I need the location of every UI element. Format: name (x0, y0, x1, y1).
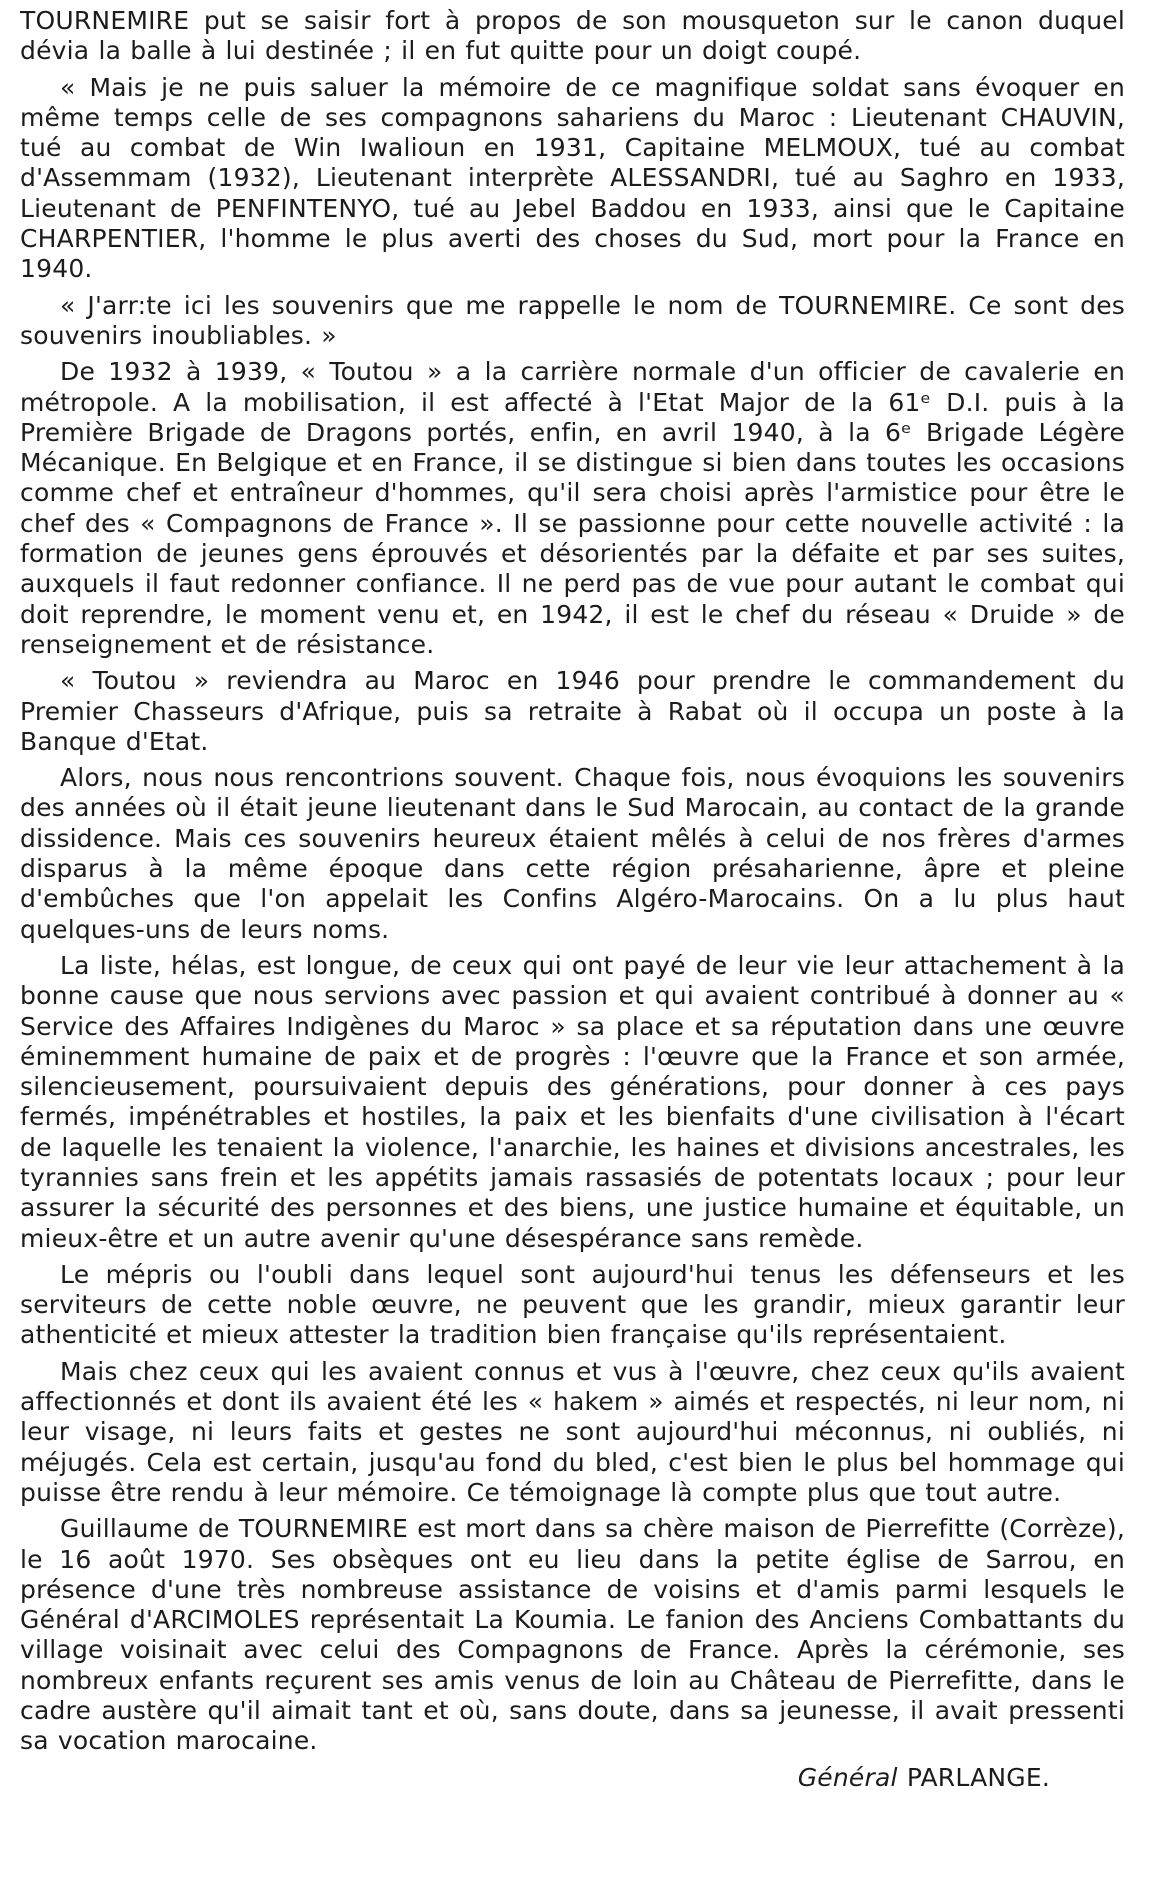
paragraph-8: Le mépris ou l'oubli dans lequel sont aujourd'hui tenus les défenseurs et les serviteurs de cette noble œuvre, ne peuvent que les grandir, mieux garantir leur athenticité et mieux attester la tradition bien française qu'ils représentaient. (20, 1259, 1125, 1350)
signature-name: PARLANGE. (906, 1762, 1050, 1792)
signature-title: Général (797, 1762, 898, 1792)
paragraph-10: Guillaume de TOURNEMIRE est mort dans sa chère maison de Pierrefitte (Corrèze), le 16 août 1970. Ses obsèques ont eu lieu dans la petite église de Sarrou, en présence d'une très nombreuse assistance de voisins et d'amis parmi lesquels le Général d'ARCIMOLES représentait La Koumia. Le fanion des Anciens Combattants du village voisinait avec celui des Compagnons de France. Après la cérémonie, ses nombreux enfants reçurent ses amis venus de loin au Château de Pierrefitte, dans le cadre austère qu'il aimait tant et où, sans doute, dans sa jeunesse, il avait pressenti sa vocation marocaine. (20, 1514, 1125, 1756)
paragraph-3: « J'arr:te ici les souvenirs que me rappelle le nom de TOURNEMIRE. Ce sont des souvenirs inoubliables. » (20, 290, 1125, 350)
paragraph-2: « Mais je ne puis saluer la mémoire de ce magnifique soldat sans évoquer en même temps celle de ses compagnons sahariens du Maroc : Lieutenant CHAUVIN, tué au combat de Win Iwalioun en 1931, Capitaine MELMOUX, tué au combat d'Assemmam (1932), Lieutenant interprète ALESSANDRI, tué au Saghro en 1933, Lieutenant de PENFINTENYO, tué au Jebel Baddou en 1933, ainsi que le Capitaine CHARPENTIER, l'homme le plus averti des choses du Sud, mort pour la France en 1940. (20, 72, 1125, 284)
signature (20, 1763, 1125, 1793)
paragraph-1: TOURNEMIRE put se saisir fort à propos de son mousqueton sur le canon duquel dévia la balle à lui destinée ; il en fut quitte pour un doigt coupé. (20, 6, 1125, 66)
paragraph-9: Mais chez ceux qui les avaient connus et vus à l'œuvre, chez ceux qu'ils avaient affectionnés et dont ils avaient été les « hakem » aimés et respectés, ni leur nom, ni leur visage, ni leurs faits et gestes ne sont aujourd'hui méconnus, ni oubliés, ni méjugés. Cela est certain, jusqu'au fond du bled, c'est bien le plus bel hommage qui puisse être rendu à leur mémoire. Ce témoignage là compte plus que tout autre. (20, 1356, 1125, 1507)
paragraph-4: De 1932 à 1939, « Toutou » a la carrière normale d'un officier de cavalerie en métropole. A la mobilisation, il est affecté à l'Etat Major de la 61ᵉ D.I. puis à la Première Brigade de Dragons portés, enfin, en avril 1940, à la 6ᵉ Brigade Légère Mécanique. En Belgique et en France, il se distingue si bien dans toutes les occasions comme chef et entraîneur d'hommes, qu'il sera choisi après l'armistice pour être le chef des « Compagnons de France ». Il se passionne pour cette nouvelle activité : la formation de jeunes gens éprouvés et désorientés par la défaite et par ses suites, auxquels il faut redonner confiance. Il ne perd pas de vue pour autant le combat qui doit reprendre, le moment venu et, en 1942, il est le chef du réseau « Druide » de renseignement et de résistance. (20, 357, 1125, 659)
text-column (20, 6, 1125, 1793)
paragraph-5: « Toutou » reviendra au Maroc en 1946 pour prendre le commandement du Premier Chasseurs d'Afrique, puis sa retraite à Rabat où il occupa un poste à la Banque d'Etat. (20, 666, 1125, 756)
paragraph-7: La liste, hélas, est longue, de ceux qui ont payé de leur vie leur attachement à la bonne cause que nous servions avec passion et qui avaient contribué à donner au « Service des Affaires Indigènes du Maroc » sa place et sa réputation dans une œuvre éminemment humaine de paix et de progrès : l'œuvre que la France et son armée, silencieusement, poursuivaient depuis des générations, pour donner à ces pays fermés, impénétrables et hostiles, la paix et les bienfaits d'une civilisation à l'écart de laquelle les tenaient la violence, l'anarchie, les haines et divisions ancestrales, les tyrannies sans frein et les appétits jamais rassasiés de potentats locaux ; pour leur assurer la sécurité des personnes et des biens, une justice humaine et équitable, un mieux-être et un autre avenir qu'une désespérance sans remède. (20, 950, 1125, 1253)
paragraph-6: Alors, nous nous rencontrions souvent. Chaque fois, nous évoquions les souvenirs des années où il était jeune lieutenant dans le Sud Marocain, au contact de la grande dissidence. Mais ces souvenirs heureux étaient mêlés à celui de nos frères d'armes disparus à la même époque dans cette région présaharienne, âpre et pleine d'embûches que l'on appelait les Confins Algéro-Marocains. On a lu plus haut quelques-uns de leurs noms. (20, 763, 1125, 944)
